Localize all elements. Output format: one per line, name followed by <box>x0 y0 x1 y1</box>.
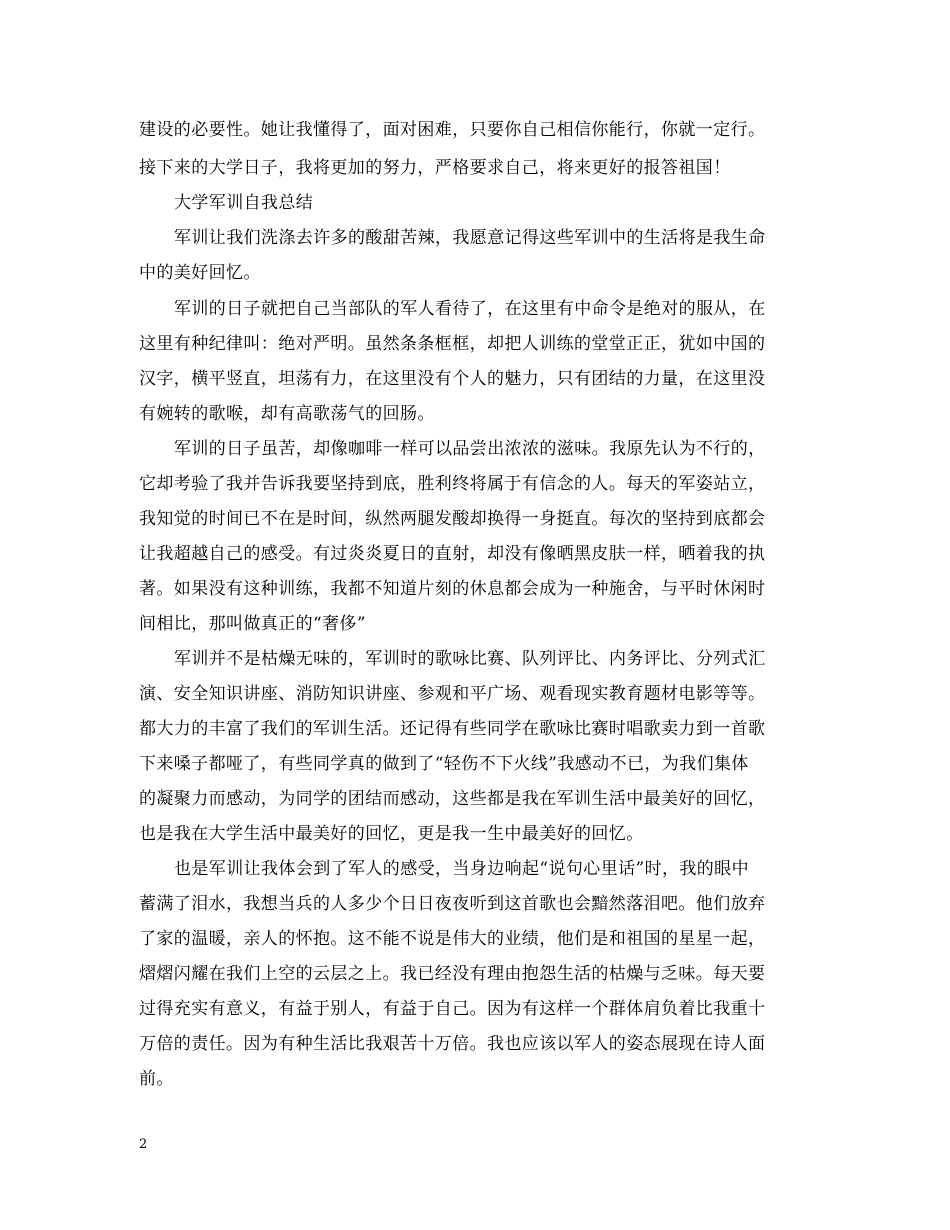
text-line: 军训的日子虽苦，却像咖啡一样可以品尝出浓浓的滋味。我原先认为不行的， <box>174 439 766 459</box>
text-line: 演、安全知识讲座、消防知识讲座、参观和平广场、观看现实教育题材电影等等。 <box>139 684 766 704</box>
text-line: 建设的必要性。她让我懂得了，面对困难，只要你自己相信你能行，你就一定行。 <box>139 120 766 140</box>
text-line: 它却考验了我并告诉我要坚持到底，胜利终将属于有信念的人。每天的军姿站立， <box>139 474 766 494</box>
text-line: 都大力的丰富了我们的军训生活。还记得有些同学在歌咏比赛时唱歌卖力到一首歌 <box>139 719 766 739</box>
text-line: 有婉转的歌喉，却有高歌荡气的回肠。 <box>139 404 435 424</box>
text-line: 让我超越自己的感受。有过炎炎夏日的直射，却没有像晒黑皮肤一样，晒着我的执 <box>139 544 766 564</box>
text-line: 也是我在大学生活中最美好的回忆，更是我一生中最美好的回忆。 <box>139 824 644 844</box>
text-line: 过得充实有意义，有益于别人，有益于自己。因为有这样一个群体肩负着比我重十 <box>139 999 766 1019</box>
text-line: 下来嗓子都哑了，有些同学真的做到了“轻伤不下火线”我感动不已，为我们集体 <box>139 754 749 774</box>
text-line: 这里有种纪律叫：绝对严明。虽然条条框框，却把人训练的堂堂正正，犹如中国的 <box>139 334 766 354</box>
text-line: 军训让我们洗涤去许多的酸甜苦辣，我愿意记得这些军训中的生活将是我生命 <box>174 228 766 248</box>
text-line: 我知觉的时间已不在是时间，纵然两腿发酸却换得一身挺直。每次的坚持到底都会 <box>139 509 766 529</box>
text-line: 接下来的大学日子，我将更加的努力，严格要求自己，将来更好的报答祖国！ <box>139 158 731 178</box>
text-line: 的凝聚力而感动，为同学的团结而感动，这些都是我在军训生活中最美好的回忆， <box>139 789 766 809</box>
text-line: 了家的温暖，亲人的怀抱。这不能不说是伟大的业绩，他们是和祖国的星星一起， <box>139 929 766 949</box>
text-line: 军训并不是枯燥无味的，军训时的歌咏比赛、队列评比、内务评比、分列式汇 <box>174 649 766 669</box>
text-line: 间相比，那叫做真正的“奢侈” <box>139 614 366 634</box>
section-heading: 大学军训自我总结 <box>174 193 314 213</box>
text-line: 万倍的责任。因为有种生活比我艰苦十万倍。我也应该以军人的姿态展现在诗人面 <box>139 1034 766 1054</box>
text-line: 也是军训让我体会到了军人的感受，当身边响起“说句心里话”时，我的眼中 <box>174 859 749 879</box>
text-line: 前。 <box>139 1069 174 1089</box>
text-line: 著。如果没有这种训练，我都不知道片刻的休息都会成为一种施舍，与平时休闲时 <box>139 579 766 599</box>
text-line: 中的美好回忆。 <box>139 263 261 283</box>
text-line: 军训的日子就把自己当部队的军人看待了，在这里有中命令是绝对的服从，在 <box>174 299 766 319</box>
page-number: 2 <box>139 1137 148 1152</box>
text-line: 蓄满了泪水，我想当兵的人多少个日日夜夜听到这首歌也会黯然落泪吧。他们放弃 <box>139 894 766 914</box>
text-line: 熠熠闪耀在我们上空的云层之上。我已经没有理由抱怨生活的枯燥与乏味。每天要 <box>139 964 766 984</box>
text-line: 汉字，横平竖直，坦荡有力，在这里没有个人的魅力，只有团结的力量，在这里没 <box>139 369 766 389</box>
